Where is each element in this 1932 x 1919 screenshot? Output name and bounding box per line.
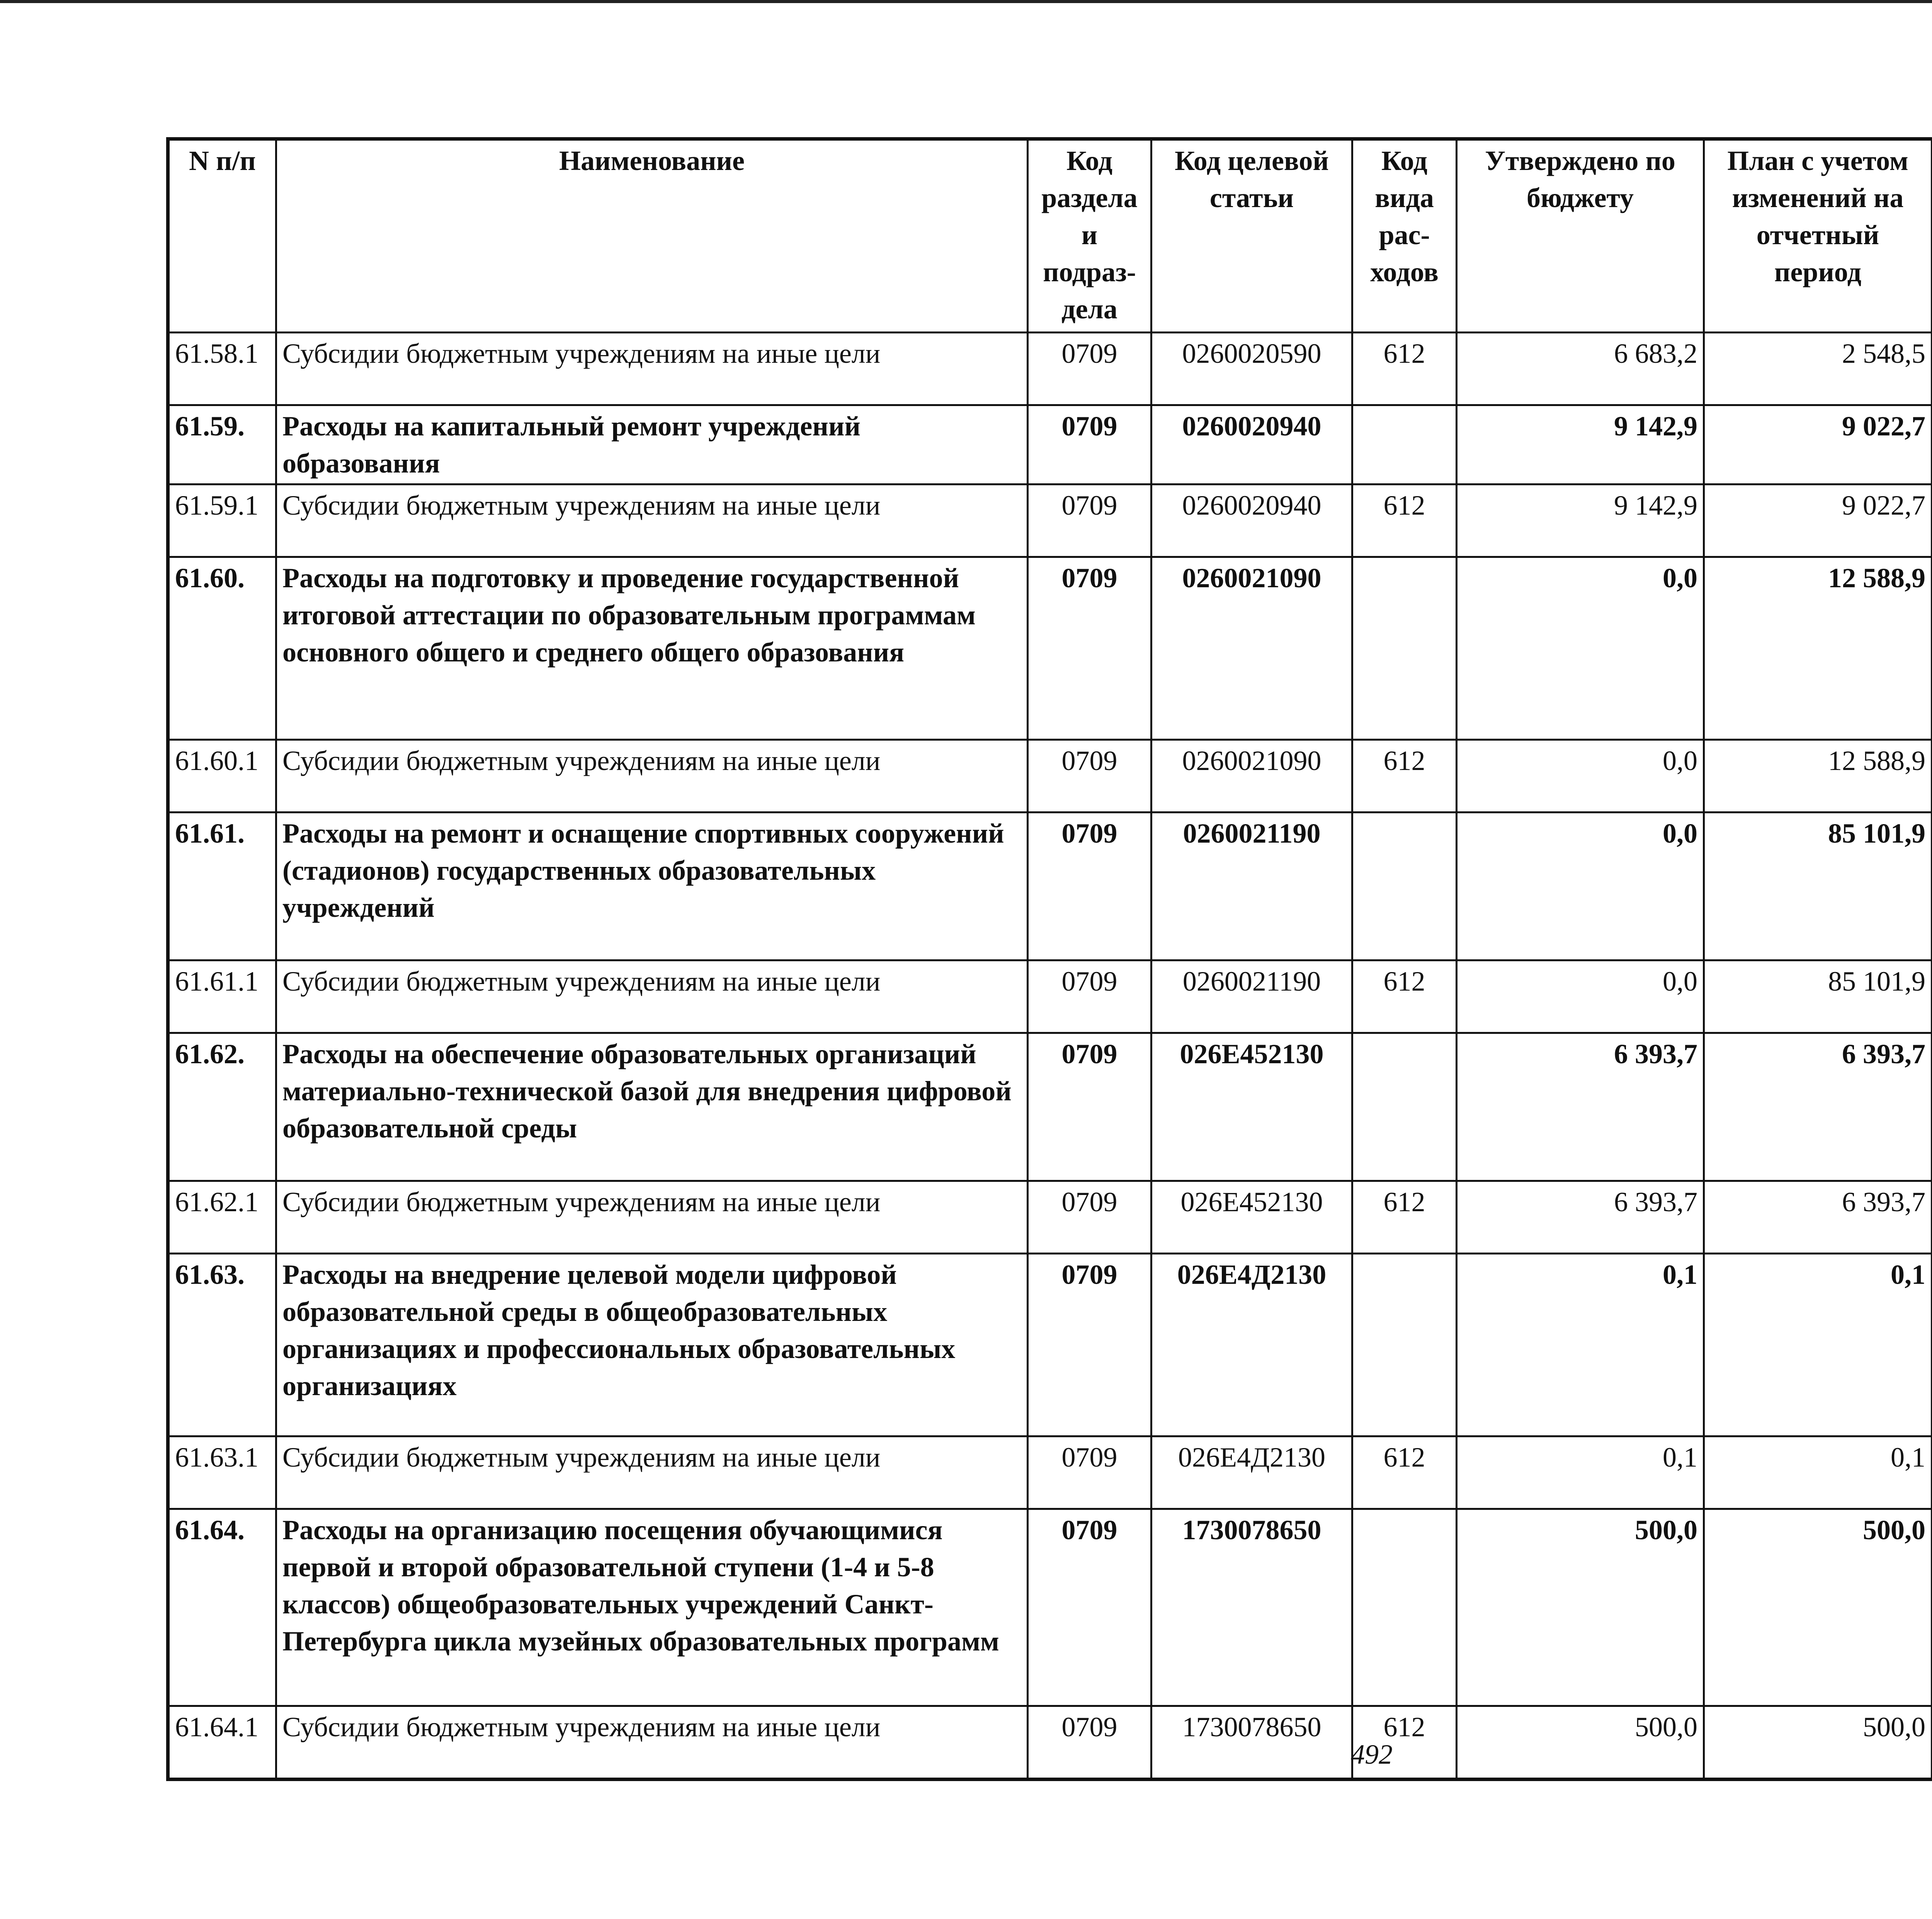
- cell-section: 0709: [1028, 1181, 1151, 1254]
- cell-name: Расходы на организацию посещения обучающимися первой и второй образовательной ступени (1-4 и 5-8 классов) общеобразовательных учреждений Санкт-Петербурга цикла музейных образовательных программ: [276, 1509, 1028, 1706]
- cell-num: 61.64.1: [168, 1706, 276, 1780]
- cell-approved: 0,0: [1457, 740, 1704, 812]
- cell-section: 0709: [1028, 812, 1151, 960]
- cell-num: 61.61.: [168, 812, 276, 960]
- cell-name: Расходы на подготовку и проведение государственной итоговой аттестации по образовательным программам основного общего и среднего общего образования: [276, 557, 1028, 740]
- page-number: 492: [1351, 1739, 1393, 1770]
- cell-approved: 6 683,2: [1457, 333, 1704, 405]
- cell-type: [1352, 1033, 1457, 1181]
- cell-section: 0709: [1028, 1706, 1151, 1780]
- cell-target: 0260020940: [1151, 484, 1352, 557]
- cell-type: [1352, 1254, 1457, 1436]
- cell-name: Субсидии бюджетным учреждениям на иные цели: [276, 1181, 1028, 1254]
- cell-section: 0709: [1028, 1436, 1151, 1509]
- col-header-num: N п/п: [168, 139, 276, 333]
- cell-approved: 6 393,7: [1457, 1033, 1704, 1181]
- cell-approved: 0,0: [1457, 960, 1704, 1033]
- cell-num: 61.62.: [168, 1033, 276, 1181]
- cell-approved: 0,0: [1457, 557, 1704, 740]
- table-row: [168, 557, 1932, 740]
- cell-name: Субсидии бюджетным учреждениям на иные цели: [276, 960, 1028, 1033]
- cell-plan: 6 393,7: [1704, 1033, 1932, 1181]
- cell-plan: 12 588,9: [1704, 740, 1932, 812]
- table-row: [168, 1706, 1932, 1780]
- cell-target: 026E4Д2130: [1151, 1436, 1352, 1509]
- cell-num: 61.60.: [168, 557, 276, 740]
- cell-type: 612: [1352, 484, 1457, 557]
- cell-plan: 2 548,5: [1704, 333, 1932, 405]
- table-row: [168, 405, 1932, 484]
- cell-type: [1352, 1509, 1457, 1706]
- cell-target: 026E452130: [1151, 1181, 1352, 1254]
- table-row: [168, 1033, 1932, 1181]
- table-row: [168, 1181, 1932, 1254]
- cell-type: 612: [1352, 1436, 1457, 1509]
- cell-target: 0260021090: [1151, 740, 1352, 812]
- col-header-expense-type: Код вида рас-ходов: [1352, 139, 1457, 333]
- cell-target: 1730078650: [1151, 1706, 1352, 1780]
- cell-approved: 500,0: [1457, 1509, 1704, 1706]
- cell-target: 0260021090: [1151, 557, 1352, 740]
- cell-name: Субсидии бюджетным учреждениям на иные цели: [276, 1706, 1028, 1780]
- cell-type: 612: [1352, 333, 1457, 405]
- cell-name: Расходы на капитальный ремонт учреждений образования: [276, 405, 1028, 484]
- cell-type: [1352, 557, 1457, 740]
- cell-name: Субсидии бюджетным учреждениям на иные цели: [276, 333, 1028, 405]
- cell-approved: 0,0: [1457, 812, 1704, 960]
- cell-type: [1352, 812, 1457, 960]
- cell-type: 612: [1352, 960, 1457, 1033]
- cell-type: 612: [1352, 1706, 1457, 1780]
- cell-approved: 0,1: [1457, 1254, 1704, 1436]
- cell-plan: 0,1: [1704, 1436, 1932, 1509]
- cell-approved: 6 393,7: [1457, 1181, 1704, 1254]
- cell-num: 61.59.1: [168, 484, 276, 557]
- header-row-1: [168, 139, 1932, 182]
- cell-target: 026E4Д2130: [1151, 1254, 1352, 1436]
- table-row: [168, 1254, 1932, 1436]
- cell-target: 0260020590: [1151, 333, 1352, 405]
- cell-plan: 6 393,7: [1704, 1181, 1932, 1254]
- cell-approved: 500,0: [1457, 1706, 1704, 1780]
- table-row: [168, 1436, 1932, 1509]
- cell-section: 0709: [1028, 484, 1151, 557]
- budget-execution-table: [166, 137, 1932, 1781]
- cell-num: 61.59.: [168, 405, 276, 484]
- cell-num: 61.62.1: [168, 1181, 276, 1254]
- cell-num: 61.63.: [168, 1254, 276, 1436]
- col-header-section-code: Код раздела и подраз-дела: [1028, 139, 1151, 333]
- cell-target: 0260021190: [1151, 960, 1352, 1033]
- col-header-approved: Утверждено по бюджету: [1457, 139, 1704, 333]
- cell-plan: 85 101,9: [1704, 960, 1932, 1033]
- col-header-target-code: Код целевой статьи: [1151, 139, 1352, 333]
- cell-num: 61.64.: [168, 1509, 276, 1706]
- cell-num: 61.58.1: [168, 333, 276, 405]
- cell-section: 0709: [1028, 740, 1151, 812]
- budget-table-container: [166, 137, 1932, 1781]
- cell-target: 0260020940: [1151, 405, 1352, 484]
- cell-target: 1730078650: [1151, 1509, 1352, 1706]
- cell-name: Субсидии бюджетным учреждениям на иные цели: [276, 740, 1028, 812]
- cell-plan: 0,1: [1704, 1254, 1932, 1436]
- cell-name: Расходы на обеспечение образовательных организаций материально-технической базой для внедрения цифровой образовательной среды: [276, 1033, 1028, 1181]
- cell-section: 0709: [1028, 557, 1151, 740]
- cell-plan: 500,0: [1704, 1706, 1932, 1780]
- cell-plan: 9 022,7: [1704, 405, 1932, 484]
- cell-name: Субсидии бюджетным учреждениям на иные цели: [276, 1436, 1028, 1509]
- table-row: [168, 960, 1932, 1033]
- cell-section: 0709: [1028, 1509, 1151, 1706]
- cell-name: Расходы на внедрение целевой модели цифровой образовательной среды в общеобразовательных организациях и профессиональных образовательных организациях: [276, 1254, 1028, 1436]
- col-header-plan: План с учетом изменений на отчетный период: [1704, 139, 1932, 333]
- cell-approved: 9 142,9: [1457, 484, 1704, 557]
- cell-num: 61.63.1: [168, 1436, 276, 1509]
- top-border-line: [0, 0, 1932, 3]
- cell-type: 612: [1352, 740, 1457, 812]
- cell-approved: 9 142,9: [1457, 405, 1704, 484]
- cell-plan: 12 588,9: [1704, 557, 1932, 740]
- cell-section: 0709: [1028, 405, 1151, 484]
- cell-plan: 85 101,9: [1704, 812, 1932, 960]
- cell-name: Субсидии бюджетным учреждениям на иные цели: [276, 484, 1028, 557]
- cell-type: 612: [1352, 1181, 1457, 1254]
- cell-num: 61.60.1: [168, 740, 276, 812]
- cell-section: 0709: [1028, 333, 1151, 405]
- col-header-name: Наименование: [276, 139, 1028, 333]
- table-row: [168, 333, 1932, 405]
- cell-section: 0709: [1028, 960, 1151, 1033]
- table-row: [168, 484, 1932, 557]
- table-row: [168, 1509, 1932, 1706]
- table-row: [168, 740, 1932, 812]
- cell-type: [1352, 405, 1457, 484]
- cell-plan: 500,0: [1704, 1509, 1932, 1706]
- cell-target: 0260021190: [1151, 812, 1352, 960]
- cell-approved: 0,1: [1457, 1436, 1704, 1509]
- cell-section: 0709: [1028, 1033, 1151, 1181]
- cell-target: 026E452130: [1151, 1033, 1352, 1181]
- cell-num: 61.61.1: [168, 960, 276, 1033]
- cell-name: Расходы на ремонт и оснащение спортивных сооружений (стадионов) государственных образовательных учреждений: [276, 812, 1028, 960]
- cell-plan: 9 022,7: [1704, 484, 1932, 557]
- table-row: [168, 812, 1932, 960]
- cell-section: 0709: [1028, 1254, 1151, 1436]
